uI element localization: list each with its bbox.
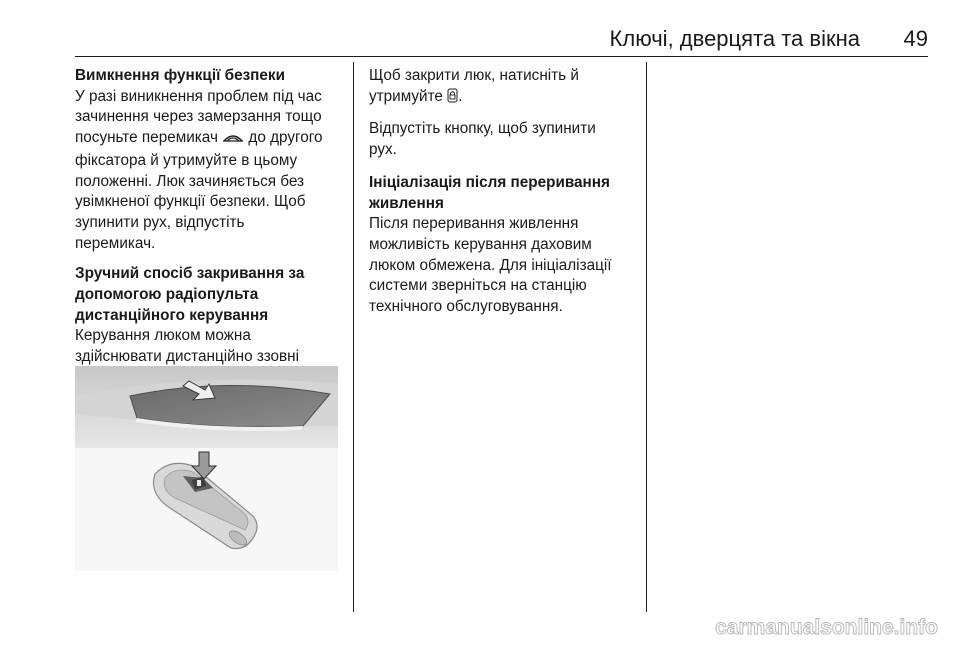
header-rule bbox=[75, 56, 928, 57]
paragraph-release: Відпустіть кнопку, щоб зупинити рух. bbox=[369, 120, 596, 159]
text-fragment: . bbox=[458, 87, 463, 105]
section-heading-remote-close: Зручний спосіб закривання за допомогою радіопульта дистанційного керування bbox=[75, 265, 305, 324]
page-number: 49 bbox=[903, 26, 928, 51]
column-1 bbox=[75, 66, 347, 389]
paragraph-remote-close: Керування люком можна здійснювати дистанційно ззовні bbox=[75, 327, 300, 366]
text-fragment: до другого фіксатора й утримуйте в цьому положенні. Люк зачиняється без увімкненої функції безпеки. Щоб зупинити рух, відпустіть перемикач. bbox=[75, 129, 323, 252]
sunroof-switch-icon bbox=[222, 130, 244, 151]
page-header-title: Ключі, дверцята та вікна bbox=[609, 26, 860, 51]
text-fragment: Щоб закрити люк, натисніть й утримуйте bbox=[369, 67, 579, 105]
sunroof-remote-illustration bbox=[75, 366, 338, 571]
text-fragment: У разі виникнення проблем під час зачинення через замерзання тощо посуньте перемикач bbox=[75, 87, 322, 147]
section-heading-initialization: Ініціалізація після переривання живлення bbox=[369, 173, 610, 212]
paragraph-initialization: Після переривання живлення можливість керування даховим люком обмежена. Для ініціалізації системи зверніться на станцію технічного обслуговування. bbox=[369, 215, 612, 316]
paragraph-disable-safety bbox=[75, 87, 347, 255]
svg-text:carmanualsonline.info: carmanualsonline.info bbox=[715, 616, 938, 639]
paragraph-press-hold bbox=[369, 66, 641, 109]
key-lock-icon bbox=[447, 88, 458, 110]
column-divider-2 bbox=[646, 62, 647, 612]
section-heading-disable-safety: Вимкнення функції безпеки bbox=[75, 67, 285, 84]
sunroof-glass bbox=[130, 385, 330, 427]
column-divider-1 bbox=[353, 62, 354, 612]
watermark-logo bbox=[680, 612, 940, 640]
column-2 bbox=[369, 66, 641, 318]
